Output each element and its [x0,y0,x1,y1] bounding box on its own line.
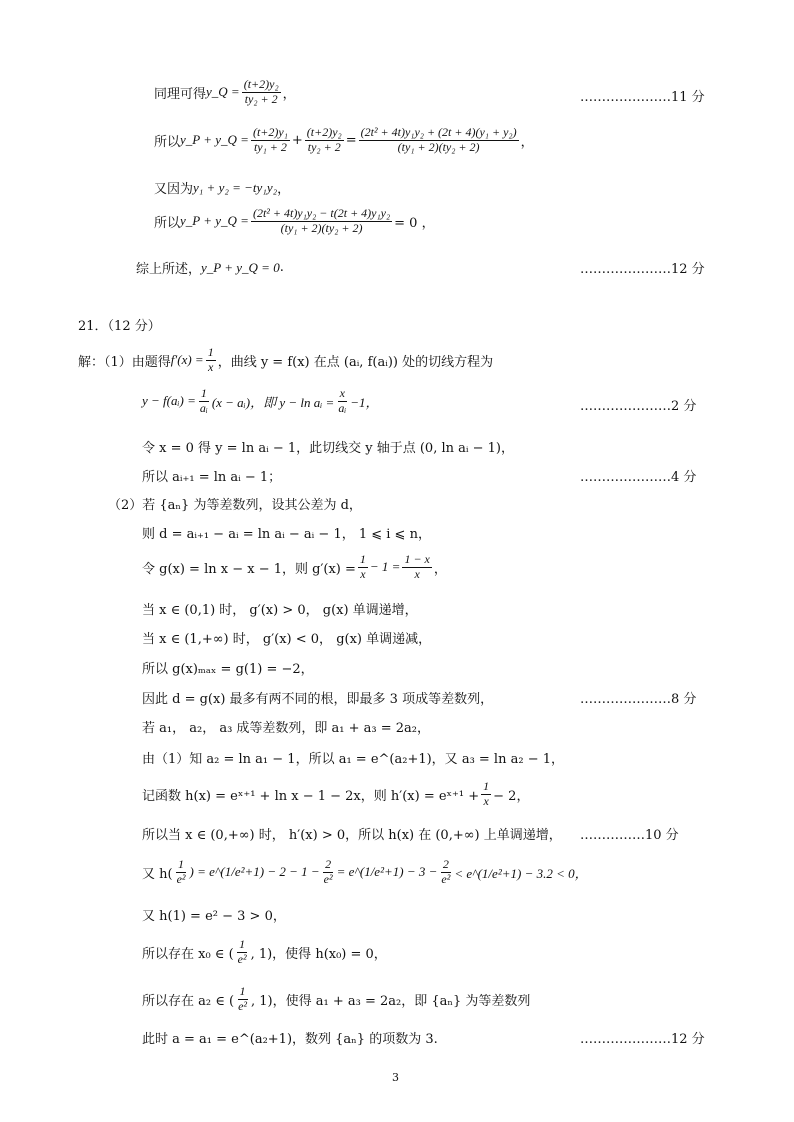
tail: < e^(1/e²+1) − 3.2 < 0， [454,865,588,881]
text: 同理可得 [154,86,207,102]
text: 所以 aᵢ₊₁ = ln aᵢ − 1； [142,470,282,485]
tail: ， [520,134,534,150]
line-final-answer [142,1028,438,1047]
fraction [481,780,491,809]
numerator: (t+2)y₂ [243,77,279,91]
text: 又 h( [142,866,173,882]
line-common-difference [142,523,431,542]
tail: , 1)，使得 a₁ + a₃ = 2a₂，即 {aₙ} 为等差数列 [251,993,531,1009]
denominator: e² [323,871,333,886]
numerator: (t+2)y₂ [306,125,342,139]
line-sum-zero [154,207,435,236]
tail: − 2， [493,788,530,804]
denominator: aᵢ [338,400,347,415]
score-8: …………………8 分 [580,692,697,707]
line-also-because [154,178,290,197]
numerator: 2 [442,857,449,871]
denominator: ty₂ + 2 [244,91,278,106]
plus: + [291,132,303,148]
expr: y_P + y_Q = 0 [201,259,280,275]
numerator: 1 [359,552,366,566]
numerator: 1 [483,779,490,793]
numerator: 1 [207,345,214,359]
numerator: 1 [200,386,207,400]
line-sum-formula [154,126,534,155]
text: 所以 [154,134,181,150]
fraction [242,78,281,107]
numerator: 2 [325,857,332,871]
text: 所以 [154,215,181,231]
mid: ，曲线 y = f(x) 在点 (aᵢ, f(aᵢ)) 处的切线方程为 [217,354,494,370]
denominator: ty₁ + 2 [253,139,287,154]
denominator: e² [238,998,247,1013]
text: 所以 g(x)ₘₐₓ = g(1) = −2， [142,662,314,677]
fraction-1 [358,553,368,582]
denominator: aᵢ [199,400,208,415]
numerator: 1 − x [404,552,430,566]
fraction-3 [359,126,519,155]
line-h-function [142,780,529,809]
lhs: y_Q = [206,84,240,100]
fraction [236,938,249,967]
line-tangent-equation [142,387,379,416]
fraction [236,985,249,1014]
score-10: ……………10 分 [580,828,679,843]
line-h-increasing [142,824,562,843]
tail: . [279,260,284,275]
text: 当 x ∈ (0,1) 时， g′(x) > 0， g(x) 单调递增， [142,603,418,618]
mid: ) = e^(1/e²+1) − 2 − 1 − [189,864,320,880]
fraction-2 [322,858,335,887]
text: 又 h(1) = e² − 3 > 0， [142,909,286,924]
tail: ， [282,86,296,102]
score-4: …………………4 分 [580,470,697,485]
line-part-2 [108,494,362,513]
fraction [206,346,216,375]
text: 由（1）知 a₂ = ln a₁ − 1，所以 a₁ = e^(a₂+1)，又 a₃ = ln a₂ − 1， [142,752,564,767]
question-21-heading [78,315,161,334]
score-2: …………………2 分 [580,399,697,414]
text: 当 x ∈ (1,+∞) 时， g′(x) < 0， g(x) 单调递减， [142,632,432,647]
denominator: e² [176,871,186,886]
line-exists-a2 [142,985,530,1014]
fraction-2 [402,553,431,582]
tail: −1， [350,394,379,410]
tail: ， [277,182,291,197]
score-12-a: …………………12 分 [580,262,705,277]
lhs: y − f(aᵢ) = [142,393,196,409]
fraction-2 [336,387,348,416]
fraction [251,207,392,236]
line-at-most-three [142,688,493,707]
lhs: f′(x) = [170,352,204,368]
line-yq-formula [154,78,296,107]
text: 所以存在 x₀ ∈ ( [142,946,234,962]
text: 所以当 x ∈ (0,+∞) 时， h′(x) > 0，所以 h(x) 在 (0,+∞) 上单调递增， [142,828,562,843]
tail: ， [433,561,447,577]
numerator: (t+2)y₁ [252,125,288,139]
tail: = 0 ， [394,215,435,231]
lhs: y_P + y_Q = [180,132,249,148]
expr: y₁ + y₂ = −ty₁y₂ [193,179,278,195]
text: 则 d = aᵢ₊₁ − aᵢ = ln aᵢ − aᵢ − 1， 1 ⩽ i ⩽ n， [142,527,431,542]
line-max-value [142,658,314,677]
denominator: x [483,793,489,808]
fraction-2 [305,126,344,155]
fraction-1 [251,126,290,155]
denominator: (ty₁ + 2)(ty₂ + 2) [397,139,480,154]
denominator: x [414,566,420,581]
mid-2: = e^(1/e²+1) − 3 − [336,864,438,880]
fraction-1 [175,858,188,887]
numerator: x [339,386,345,400]
denominator: x [208,359,214,374]
tail: , 1)，使得 h(x₀) = 0， [250,946,387,962]
line-solution-1 [78,346,493,375]
line-decreasing [142,628,431,647]
text: 21．（12 分） [78,319,161,334]
mid: (x − aᵢ)，即 y − ln aᵢ = [211,394,335,410]
denominator: e² [441,871,451,886]
numerator: 1 [239,937,246,951]
denominator: ty₂ + 2 [307,139,341,154]
score-12-b: …………………12 分 [580,1032,705,1047]
line-conclusion [136,258,284,277]
text: 因此 d = g(x) 最多有两不同的根，即最多 3 项成等差数列， [142,692,494,707]
denominator: (ty₁ + 2)(ty₂ + 2) [280,220,363,235]
text: 综上所述， [136,262,202,277]
line-g-function [142,553,447,582]
numerator: (2t² + 4t)y₁y₂ − t(2t + 4)y₁y₂ [252,206,391,220]
equals: = [345,132,357,148]
page-number: 3 [392,1071,399,1084]
mid: − 1 = [369,559,401,575]
text: 令 x = 0 得 y = ln aᵢ − 1，此切线交 y 轴于点 (0, ln aᵢ − 1)， [142,441,514,456]
text: 令 g(x) = ln x − x − 1，则 g′(x) = [142,561,356,577]
score-11: …………………11 分 [580,90,705,105]
line-h-estimate [142,858,588,887]
numerator: 1 [178,857,185,871]
text: 解：（1）由题得 [78,354,171,370]
line-from-part-1 [142,748,564,767]
line-h-one [142,905,286,924]
numerator: 1 [239,984,246,998]
text: 所以存在 a₂ ∈ ( [142,993,235,1009]
text: （2）若 {aₙ} 为等差数列，设其公差为 d， [108,498,362,513]
denominator: x [360,566,366,581]
line-exists-x0 [142,938,387,967]
text: 又因为 [154,182,194,197]
line-x-zero [142,437,514,456]
line-arithmetic-condition [142,717,430,736]
text: 记函数 h(x) = eˣ⁺¹ + ln x − 1 − 2x，则 h′(x) = eˣ⁺¹ + [142,788,480,804]
fraction-1 [198,387,210,416]
text: 此时 a = a₁ = e^(a₂+1)，数列 {aₙ} 的项数为 3. [142,1032,438,1047]
text: 若 a₁， a₂， a₃ 成等差数列，即 a₁ + a₃ = 2a₂， [142,721,431,736]
line-increasing [142,599,418,618]
denominator: e² [237,951,247,966]
lhs: y_P + y_Q = [180,213,249,229]
numerator: (2t² + 4t)y₁y₂ + (2t + 4)(y₁ + y₂) [360,125,517,139]
fraction-3 [439,858,452,887]
line-recurrence [142,466,281,485]
